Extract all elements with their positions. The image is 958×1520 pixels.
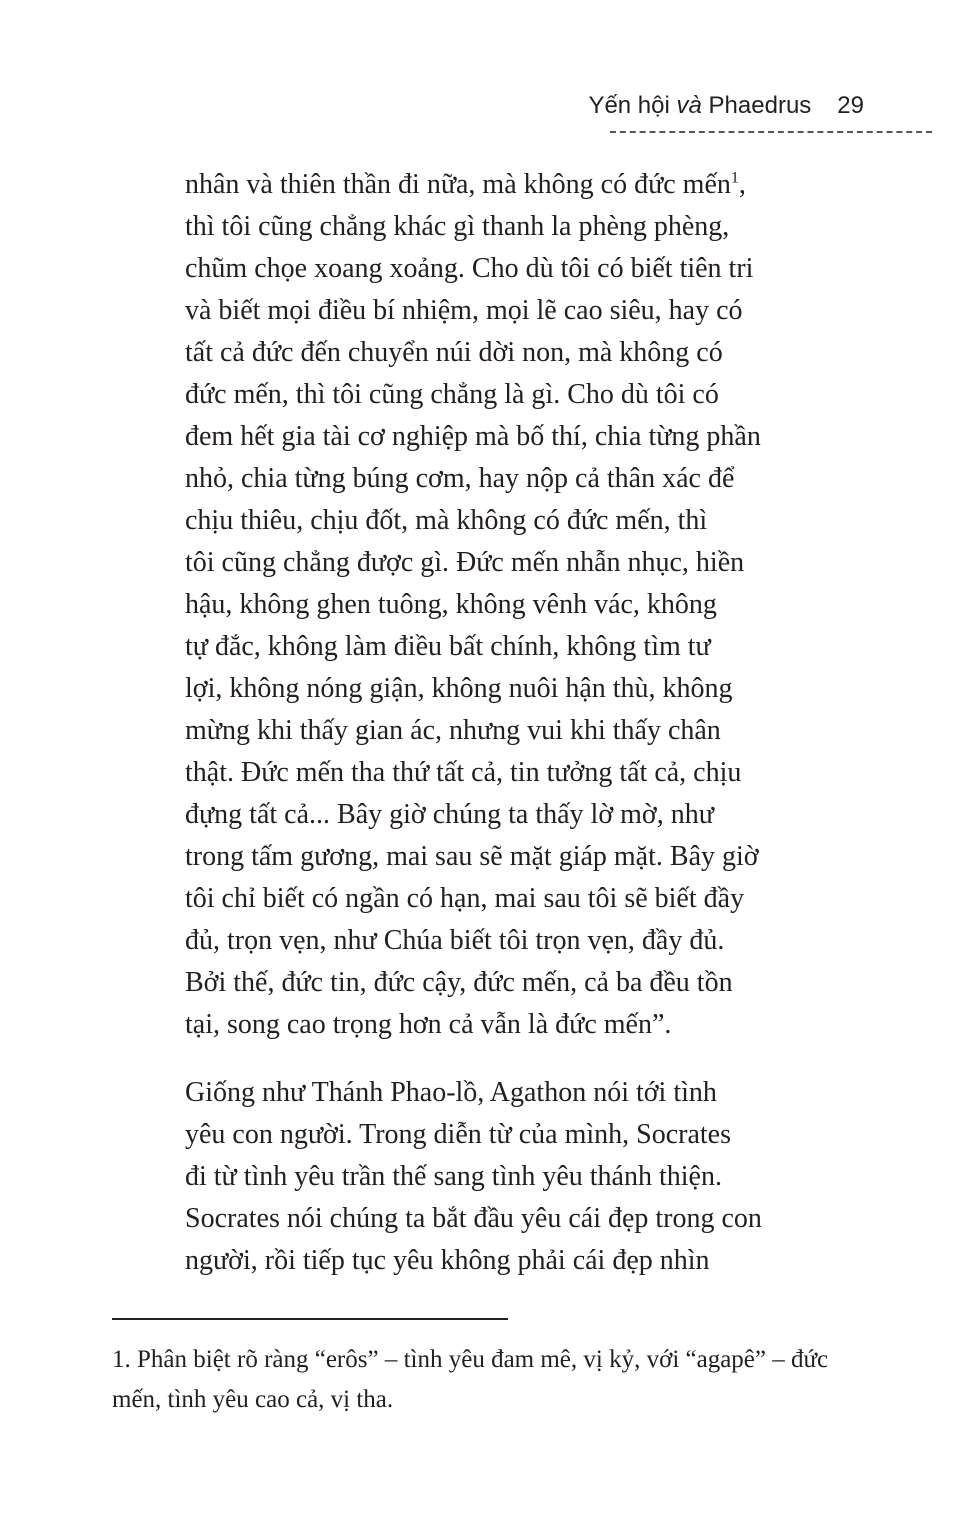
body-line: tự đắc, không làm điều bất chính, không tìm tư: [185, 631, 711, 662]
body-line: trong tấm gương, mai sau sẽ mặt giáp mặt. Bây giờ: [185, 841, 759, 872]
footnote-line: mến, tình yêu cao cả, vị tha.: [112, 1386, 394, 1413]
body-line: đủ, trọn vẹn, như Chúa biết tôi trọn vẹn, đầy đủ.: [185, 925, 725, 956]
body-line: hậu, không ghen tuông, không vênh vác, không: [185, 589, 717, 620]
body-line: thật. Đức mến tha thứ tất cả, tin tưởng tất cả, chịu: [185, 757, 742, 788]
body-line: nhỏ, chia từng búng cơm, hay nộp cả thân xác để: [185, 463, 735, 494]
body-line: nhân và thiên thần đi nữa, mà không có đức mến$^1$,: [185, 169, 746, 200]
body-line: tôi cũng chẳng được gì. Đức mến nhẫn nhục, hiền: [185, 547, 745, 578]
body-line: chịu thiêu, chịu đốt, mà không có đức mến, thì: [185, 505, 708, 536]
body-line: lợi, không nóng giận, không nuôi hận thù, không: [185, 673, 733, 704]
header-title-part1: Yến hội: [588, 92, 670, 119]
footnote-rule: [112, 1318, 508, 1320]
header-dashed-rule: [610, 131, 932, 133]
body-line: Bởi thế, đức tin, đức cậy, đức mến, cả ba đều tồn: [185, 967, 733, 998]
body-line: tôi chỉ biết có ngần có hạn, mai sau tôi sẽ biết đầy: [185, 883, 745, 914]
body-line: mừng khi thấy gian ác, nhưng vui khi thấy chân: [185, 715, 721, 746]
running-header: [588, 88, 864, 124]
body-line: đi từ tình yêu trần thế sang tình yêu thánh thiện.: [185, 1161, 722, 1192]
page-number: 29: [837, 92, 864, 119]
body-line: đem hết gia tài cơ nghiệp mà bố thí, chia từng phần: [185, 421, 761, 452]
body-line: chũm chọe xoang xoảng. Cho dù tôi có biết tiên tri: [185, 253, 754, 284]
body-line: yêu con người. Trong diễn từ của mình, Socrates: [185, 1119, 731, 1150]
body-text: [185, 164, 805, 1282]
body-line: tất cả đức đến chuyển núi dời non, mà không có: [185, 337, 723, 368]
body-line: và biết mọi điều bí nhiệm, mọi lẽ cao siêu, hay có: [185, 295, 743, 326]
body-line: đức mến, thì tôi cũng chẳng là gì. Cho dù tôi có: [185, 379, 719, 410]
footnote-line: 1. Phân biệt rõ ràng “erôs” – tình yêu đam mê, vị kỷ, với “agapê” – đức: [112, 1346, 829, 1373]
header-title-italic: và: [676, 92, 702, 119]
body-line: đựng tất cả... Bây giờ chúng ta thấy lờ mờ, như: [185, 799, 714, 830]
body-line: người, rồi tiếp tục yêu không phải cái đẹp nhìn: [185, 1245, 710, 1276]
header-title-part2: Phaedrus: [708, 92, 812, 119]
body-line: tại, song cao trọng hơn cả vẫn là đức mến”.: [185, 1009, 672, 1040]
body-line: Socrates nói chúng ta bắt đầu yêu cái đẹp trong con: [185, 1203, 762, 1234]
body-line: thì tôi cũng chẳng khác gì thanh la phèng phèng,: [185, 211, 730, 242]
paragraph-gap: [185, 1046, 805, 1072]
footnote-marker: 1: [730, 169, 739, 187]
footnote: [112, 1340, 872, 1420]
body-line: Giống như Thánh Phao-lồ, Agathon nói tới tình: [185, 1077, 717, 1108]
